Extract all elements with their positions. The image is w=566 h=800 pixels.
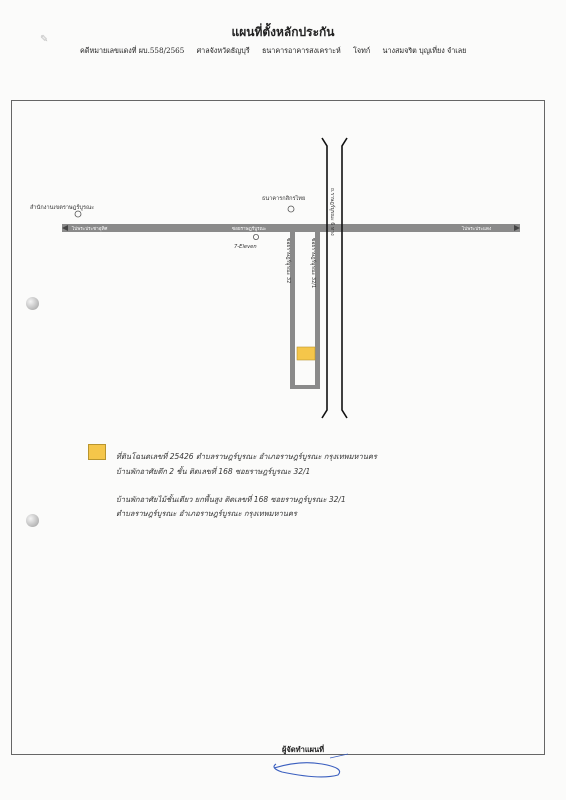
phra-pradaeng-label: ไปพระประแดง: [462, 227, 492, 232]
defendant-name: นางสมจริต บุญเที่ยง จำเลย: [382, 46, 467, 55]
signature-label: ผู้จัดทำแผนที่: [282, 745, 325, 754]
soi-32-1-label: ซอยราษฎร์บูรณะ 32/1: [310, 238, 316, 289]
pracha-u-label: ไปพระประชาอุทิศ: [72, 227, 108, 232]
bank-label: ธนาคารกสิกรไทย: [262, 196, 306, 202]
court-name: ศาลจังหวัดธัญบุรี: [196, 46, 250, 55]
legend-line-2: บ้านพักอาศัยตึก 2 ชั้น ติดเลขที่ 168 ซอยราษฎร์บูรณะ 32/1: [116, 467, 311, 476]
main-road-label: ถ.ราษฎร์บูรณะ 6 ทาง: [329, 188, 335, 236]
soi-rat-burana-label: ซอยราษฎร์บูรณะ: [232, 227, 267, 232]
signature-stroke: [274, 763, 340, 777]
paper-mark: ✎: [40, 34, 49, 45]
legend-line-4: ตำบลราษฎร์บูรณะ อำเภอราษฎร์บูรณะ กรุงเทพมหานคร: [116, 509, 297, 518]
signature-tick: [330, 754, 348, 758]
seven-eleven-label: 7-Eleven: [234, 244, 257, 250]
case-number: คดีหมายเลขแดงที่ ผบ.558/2565: [80, 46, 185, 55]
legend-line-1: ที่ดินโฉนดเลขที่ 25426 ตำบลราษฎร์บูรณะ อำเภอราษฎร์บูรณะ กรุงเทพมหานคร: [116, 452, 377, 461]
legend-line-3: บ้านพักอาศัยไม้ชั้นเดียว ยกพื้นสูง ติดเลขที่ 168 ซอยราษฎร์บูรณะ 32/1: [116, 495, 346, 504]
soi-32-label: ซอยราษฎร์บูรณะ 32: [285, 238, 291, 284]
district-office-label: สำนักงานเขตราษฎร์บูรณะ: [30, 205, 95, 211]
page-title: แผนที่ตั้งหลักประกัน: [231, 25, 335, 39]
plaintiff-name: ธนาคารอาคารสงเคราะห์: [262, 46, 341, 55]
plaintiff-label: โจทก์: [353, 46, 371, 55]
